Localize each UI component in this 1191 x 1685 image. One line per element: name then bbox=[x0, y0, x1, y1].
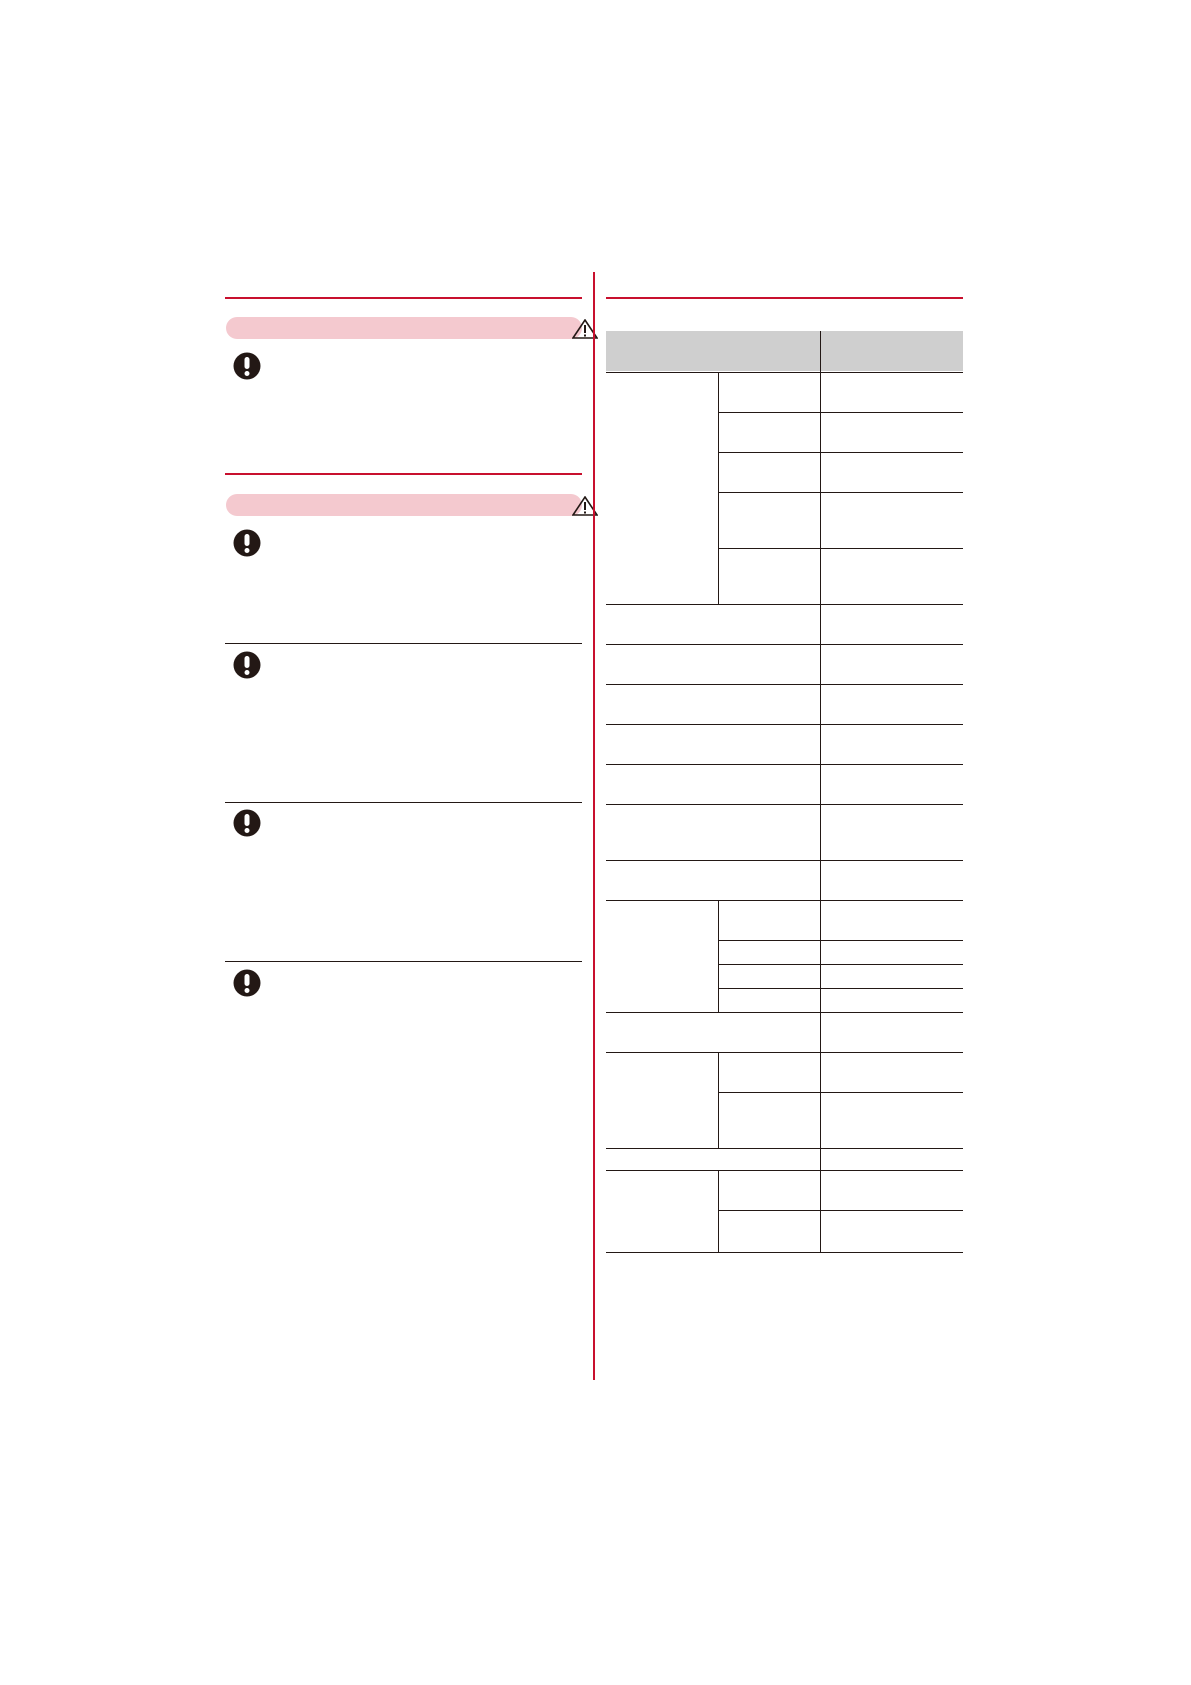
table-row-line bbox=[606, 860, 963, 861]
table-row-line bbox=[606, 900, 963, 901]
table-row-line bbox=[606, 1170, 963, 1171]
table-row-line bbox=[606, 764, 963, 765]
item-divider bbox=[225, 961, 582, 962]
table-subrow-line bbox=[719, 492, 963, 493]
caution-banner-2 bbox=[226, 494, 582, 516]
table-subrow-line bbox=[719, 940, 963, 941]
table-header-right bbox=[821, 331, 963, 371]
table-col-line bbox=[718, 1170, 719, 1253]
table-header-left bbox=[606, 331, 820, 371]
exclamation-icon bbox=[232, 968, 262, 998]
table-subrow-line bbox=[719, 964, 963, 965]
table-row-line bbox=[606, 684, 963, 685]
table-row-line bbox=[606, 1012, 963, 1013]
table-subrow-line bbox=[719, 412, 963, 413]
table-row-line bbox=[606, 804, 963, 805]
table-col-line bbox=[718, 900, 719, 1013]
table-row-line bbox=[606, 644, 963, 645]
exclamation-icon bbox=[232, 650, 262, 680]
spec-table bbox=[606, 331, 963, 1253]
section-2-rule bbox=[225, 473, 582, 475]
exclamation-icon bbox=[232, 808, 262, 838]
table-subrow-line bbox=[719, 548, 963, 549]
table-subrow-line bbox=[719, 1210, 963, 1211]
exclamation-icon bbox=[232, 528, 262, 558]
table-subrow-line bbox=[719, 1092, 963, 1093]
table-subrow-line bbox=[719, 988, 963, 989]
table-row-line bbox=[606, 1148, 963, 1149]
table-row-line bbox=[606, 1052, 963, 1053]
item-divider bbox=[225, 643, 582, 644]
item-divider bbox=[225, 802, 582, 803]
column-divider bbox=[593, 272, 595, 1380]
table-subrow-line bbox=[719, 452, 963, 453]
table-row-line bbox=[606, 604, 963, 605]
exclamation-icon bbox=[232, 351, 262, 381]
right-section-rule bbox=[606, 297, 963, 299]
table-col-line bbox=[820, 331, 821, 1253]
table-row-line bbox=[606, 1252, 963, 1253]
table-col-line bbox=[718, 372, 719, 605]
table-row-line bbox=[606, 724, 963, 725]
section-1-rule bbox=[225, 297, 582, 299]
caution-banner-1 bbox=[226, 317, 582, 339]
table-col-line bbox=[718, 1052, 719, 1149]
table-row-line bbox=[606, 372, 963, 373]
